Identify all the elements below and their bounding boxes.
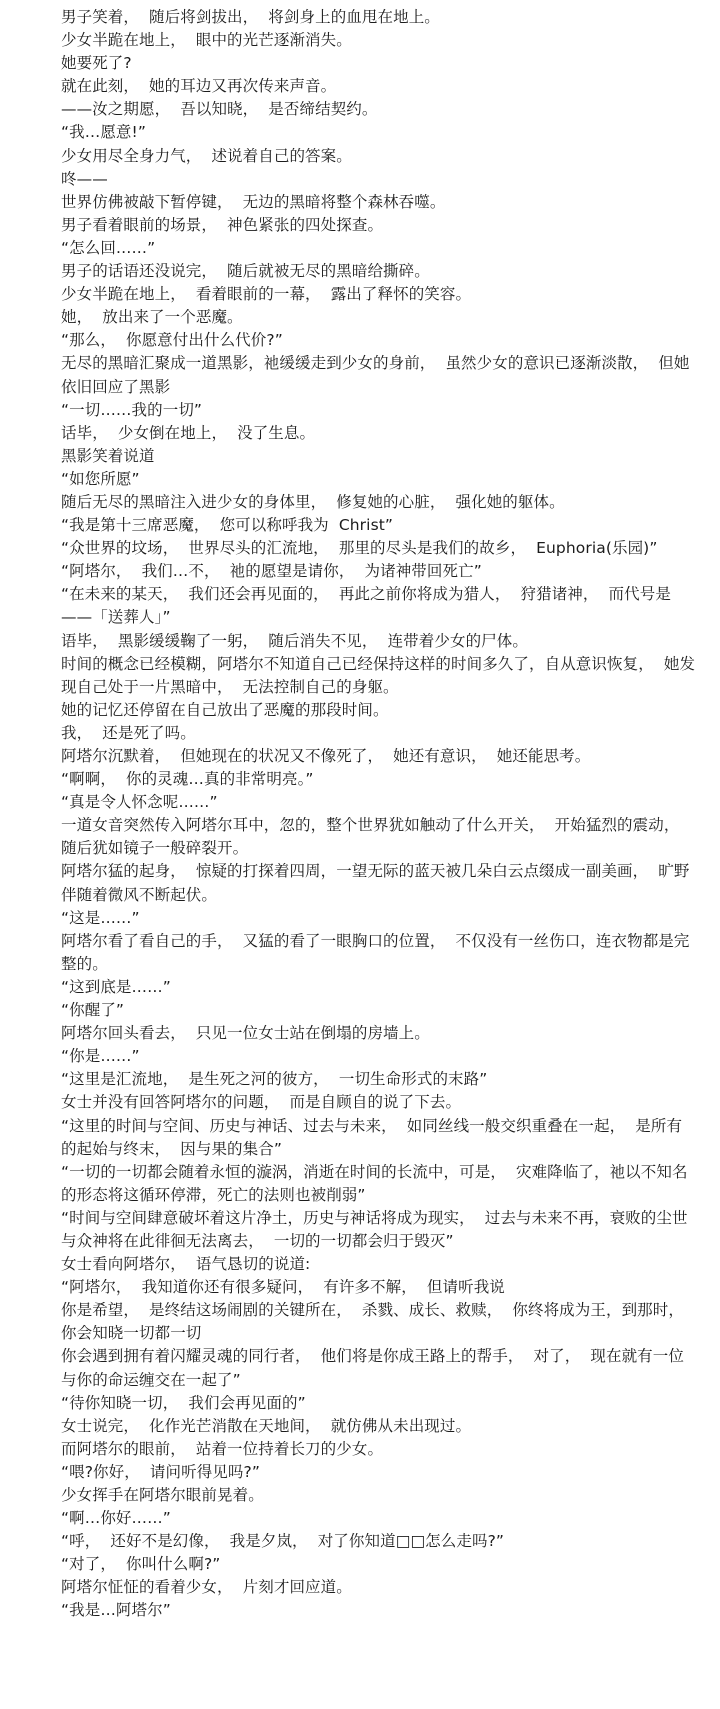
paragraph: 一道女音突然传入阿塔尔耳中，忽的，整个世界犹如触动了什么开关， 开始猛烈的震动， 随后犹如镜子一般碎裂开。 bbox=[61, 816, 690, 858]
paragraph: “待你知晓一切， 我们会再见面的” bbox=[61, 1393, 306, 1412]
paragraph: 少女挥手在阿塔尔眼前晃着。 bbox=[61, 1486, 264, 1504]
paragraph: 男子的话语还没说完， 随后就被无尽的黑暗给撕碎。 bbox=[61, 262, 430, 281]
paragraph: “呼， 还好不是幻像， 我是夕岚， 对了你知道□□怎么走吗?” bbox=[61, 1532, 505, 1551]
paragraph: “众世界的坟场， 世界尽头的汇流地， 那里的尽头是我们的故乡， Euphoria(乐园)” bbox=[61, 539, 658, 558]
paragraph: 男子看着眼前的场景， 神色紧张的四处探查。 bbox=[61, 215, 384, 234]
paragraph: “一切……我的一切” bbox=[61, 400, 203, 419]
paragraph: 她要死了? bbox=[61, 54, 132, 73]
paragraph: “喂?你好， 请问听得见吗?” bbox=[61, 1462, 260, 1481]
paragraph: “一切的一切都会随着永恒的漩涡，消逝在时间的长流中，可是， 灾难降临了，祂以不知名的形态将这循环停滞，死亡的法则也被削弱” bbox=[61, 1162, 688, 1204]
paragraph: 时间的概念已经模糊，阿塔尔不知道自己已经保持这样的时间多久了，自从意识恢复， 她发现自己处于一片黑暗中， 无法控制自己的身躯。 bbox=[61, 654, 696, 696]
paragraph: “这是……” bbox=[61, 908, 140, 927]
paragraph: “你醒了” bbox=[61, 1001, 125, 1020]
paragraph: 女士并没有回答阿塔尔的问题， 而是自顾自的说了下去。 bbox=[61, 1093, 462, 1112]
paragraph: “真是令人怀念呢……” bbox=[61, 793, 218, 812]
paragraph: 你会遇到拥有着闪耀灵魂的同行者， 他们将是你成王路上的帮手， 对了， 现在就有一位与你的命运缠交在一起了” bbox=[61, 1347, 684, 1389]
paragraph: 黑影笑着说道 bbox=[61, 446, 155, 465]
paragraph: “阿塔尔， 我们…不， 祂的愿望是请你， 为诸神带回死亡” bbox=[61, 562, 482, 581]
story-text bbox=[61, 6, 697, 1623]
paragraph: 世界仿佛被敲下暂停键， 无边的黑暗将整个森林吞噬。 bbox=[61, 192, 446, 211]
paragraph: “你是……” bbox=[61, 1047, 140, 1066]
paragraph: “在未来的某天， 我们还会再见面的， 再此之前你将成为猎人， 狩猎诸神， 而代号是——「送葬人」” bbox=[61, 585, 671, 627]
paragraph: “这到底是……” bbox=[61, 977, 171, 996]
paragraph: “阿塔尔， 我知道你还有很多疑问， 有许多不解， 但请听我说 bbox=[61, 1278, 505, 1297]
paragraph: “那么， 你愿意付出什么代价?” bbox=[61, 331, 283, 350]
paragraph: 她的记忆还停留在自己放出了恶魔的那段时间。 bbox=[61, 700, 389, 719]
paragraph: “我是…阿塔尔” bbox=[61, 1601, 171, 1620]
paragraph: “我是第十三席恶魔， 您可以称呼我为 Christ” bbox=[61, 516, 394, 535]
paragraph: 少女半跪在地上， 看着眼前的一幕， 露出了释怀的笑容。 bbox=[61, 285, 472, 304]
paragraph: “啊…你好……” bbox=[61, 1509, 171, 1528]
paragraph: 阿塔尔回头看去， 只见一位女士站在倒塌的房墙上。 bbox=[61, 1024, 430, 1043]
paragraph: 你是希望， 是终结这场闹剧的关键所在， 杀戮、成长、救赎， 你终将成为王，到那时， 你会知晓一切都一切 bbox=[61, 1301, 695, 1343]
paragraph: “如您所愿” bbox=[61, 469, 140, 488]
paragraph: 女士说完， 化作光芒消散在天地间， 就仿佛从未出现过。 bbox=[61, 1416, 472, 1435]
paragraph: ——汝之期愿， 吾以知晓， 是否缔结契约。 bbox=[61, 100, 378, 119]
paragraph: “我…愿意!” bbox=[61, 123, 146, 142]
paragraph: 阿塔尔沉默着， 但她现在的状况又不像死了， 她还有意识， 她还能思考。 bbox=[61, 747, 591, 765]
paragraph: 阿塔尔怔怔的看着少女， 片刻才回应道。 bbox=[61, 1578, 352, 1597]
paragraph: 随后无尽的黑暗注入进少女的身体里， 修复她的心脏， 强化她的躯体。 bbox=[61, 492, 565, 511]
paragraph: 女士看向阿塔尔， 语气恳切的说道: bbox=[61, 1255, 311, 1274]
paragraph: “时间与空间肆意破坏着这片净土，历史与神话将成为现实， 过去与未来不再，衰败的尘世与众神将在此徘徊无法离去， 一切的一切都会归于毁灭” bbox=[61, 1208, 688, 1250]
paragraph: 少女半跪在地上， 眼中的光芒逐渐消失。 bbox=[61, 31, 352, 50]
paragraph: 阿塔尔看了看自己的手， 又猛的看了一眼胸口的位置， 不仅没有一丝伤口，连衣物都是完整的。 bbox=[61, 931, 690, 973]
paragraph: 语毕， 黑影缓缓鞠了一躬， 随后消失不见， 连带着少女的尸体。 bbox=[61, 631, 528, 650]
paragraph: “这里的时间与空间、历史与神话、过去与未来， 如同丝线一般交织重叠在一起， 是所有的起始与终末， 因与果的集合” bbox=[61, 1116, 683, 1158]
paragraph: 就在此刻， 她的耳边又再次传来声音。 bbox=[61, 77, 337, 96]
paragraph: 男子笑着， 随后将剑拔出， 将剑身上的血甩在地上。 bbox=[61, 8, 440, 26]
paragraph: 无尽的黑暗汇聚成一道黑影，祂缓缓走到少女的身前， 虽然少女的意识已逐渐淡散， 但她依旧回应了黑影 bbox=[61, 354, 690, 396]
paragraph: 阿塔尔猛的起身， 惊疑的打探着四周，一望无际的蓝天被几朵白云点缀成一副美画， 旷野伴随着微风不断起伏。 bbox=[61, 862, 690, 904]
paragraph: “啊啊， 你的灵魂…真的非常明亮。” bbox=[61, 770, 314, 789]
paragraph: 话毕， 少女倒在地上， 没了生息。 bbox=[61, 423, 316, 442]
paragraph: 她， 放出来了一个恶魔。 bbox=[61, 308, 243, 327]
paragraph: “怎么回……” bbox=[61, 238, 156, 257]
paragraph: 少女用尽全身力气， 述说着自己的答案。 bbox=[61, 146, 352, 165]
paragraph: 而阿塔尔的眼前， 站着一位持着长刀的少女。 bbox=[61, 1439, 384, 1458]
paragraph: “对了， 你叫什么啊?” bbox=[61, 1555, 221, 1574]
paragraph: 我， 还是死了吗。 bbox=[61, 723, 196, 742]
paragraph: “这里是汇流地， 是生死之河的彼方， 一切生命形式的末路” bbox=[61, 1070, 488, 1089]
paragraph: 咚—— bbox=[61, 169, 108, 188]
